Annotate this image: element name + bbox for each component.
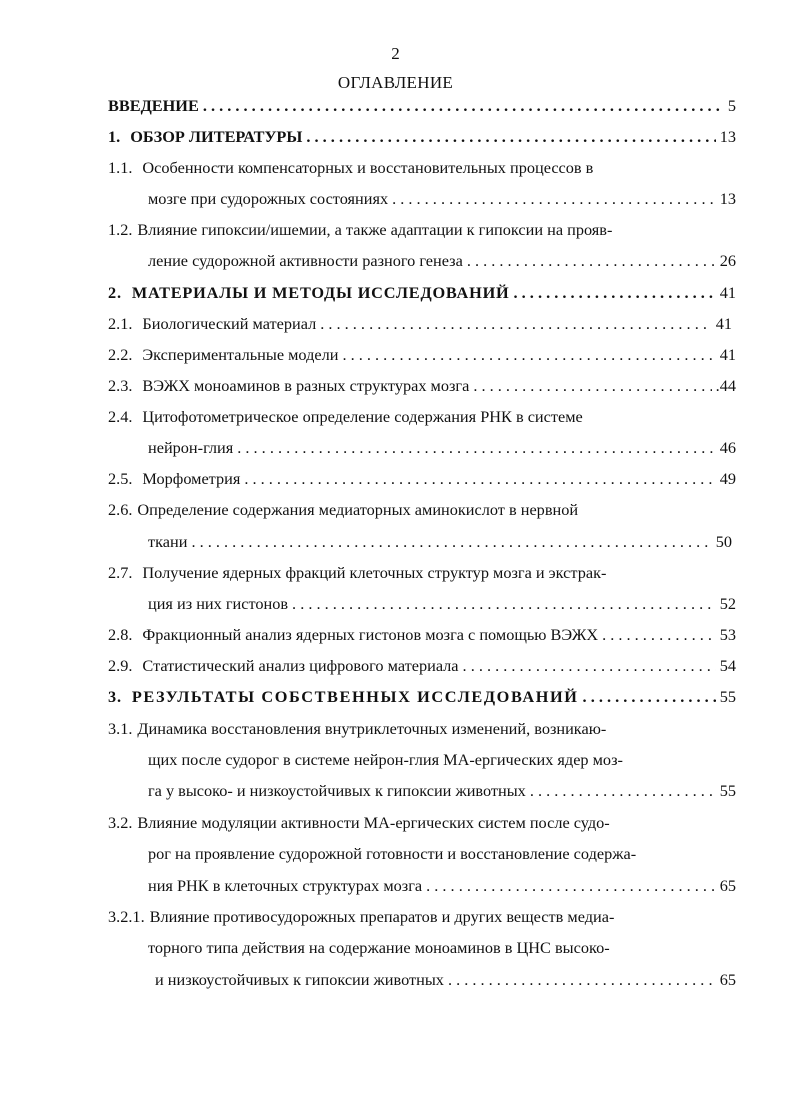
leader-dots	[237, 438, 715, 458]
leader-dots	[244, 469, 715, 489]
toc-entry-text: Динамика восстановления внутриклеточных изменений, возникаю-	[137, 719, 607, 738]
toc-entry-2-4-line2	[148, 438, 736, 458]
toc-page-number: 55	[719, 781, 736, 800]
toc-page-number: 26	[719, 251, 736, 270]
toc-entry-text: Экспериментальные модели	[142, 345, 339, 364]
toc-page-number: 54	[719, 656, 736, 675]
toc-entry-text: Влияние противосудорожных препаратов и других веществ медиа-	[149, 907, 615, 926]
toc-entry-3-2-line3	[148, 876, 736, 896]
leader-dots	[473, 376, 711, 396]
leader-dots	[191, 532, 711, 552]
toc-entry-2-8	[108, 625, 736, 645]
toc-entry-1-2-line1	[108, 220, 736, 240]
toc-entry-intro	[108, 96, 736, 116]
toc-page-number: 13	[719, 189, 736, 208]
leader-dots	[583, 687, 716, 707]
toc-page-number: 41	[715, 314, 732, 333]
toc-entry-text: ОБЗОР ЛИТЕРАТУРЫ	[130, 127, 303, 146]
toc-entry-number: 2.2.	[108, 345, 133, 364]
toc-entry-3-2-1-line3	[155, 970, 736, 990]
toc-entry-2-7-line2	[148, 594, 736, 614]
leader-dots	[306, 127, 715, 147]
toc-entry-text: и низкоустойчивых к гипоксии животных	[155, 970, 444, 989]
toc-entry-text: Получение ядерных фракций клеточных структур мозга и экстрак-	[142, 563, 607, 582]
toc-entry-3	[108, 687, 736, 707]
toc-entry-text: Влияние гипоксии/ишемии, а также адаптации к гипоксии на прояв-	[137, 220, 613, 239]
toc-entry-3-1-line2	[148, 750, 736, 770]
toc-page-number: 65	[719, 970, 736, 989]
toc-page-number: 13	[719, 127, 736, 146]
toc-entry-2	[108, 283, 736, 303]
toc-entry-2-6-line1	[108, 500, 736, 520]
toc-entry-text: Биологический материал	[142, 314, 317, 333]
leader-dots	[514, 283, 716, 303]
toc-entry-text: ВВЕДЕНИЕ	[108, 96, 199, 115]
toc-entry-1-2-line2	[148, 251, 736, 271]
toc-page-number: 41	[719, 345, 736, 364]
toc-entry-text: щих после судорог в системе нейрон-глия МА-ергических ядер моз-	[148, 750, 623, 769]
toc-entry-number: 1.2.	[108, 220, 133, 239]
toc-entry-text: ция из них гистонов	[148, 594, 289, 613]
toc-entry-3-2-1-line2	[148, 938, 736, 958]
toc-entry-3-2-1-line1	[108, 907, 736, 927]
toc-entry-number: 2.8.	[108, 625, 133, 644]
toc-entry-text: МАТЕРИАЛЫ И МЕТОДЫ ИССЛЕДОВАНИЙ	[131, 283, 510, 302]
toc-entry-text: ление судорожной активности разного генеза	[148, 251, 463, 270]
page-number: 2	[391, 44, 400, 63]
toc-page-number: 49	[719, 469, 736, 488]
leader-dots	[203, 96, 722, 116]
toc-page-number: 5	[727, 96, 736, 115]
leader-dots	[530, 781, 716, 801]
toc-entry-text: ния РНК в клеточных структурах мозга	[148, 876, 423, 895]
toc-page-number: 65	[719, 876, 736, 895]
toc-entry-2-3	[108, 376, 736, 396]
toc-entry-2-5	[108, 469, 736, 489]
toc-entry-2-2	[108, 345, 736, 365]
toc-entry-number: 1.	[108, 127, 121, 146]
leader-dots	[342, 345, 715, 365]
toc-entry-number: 3.2.	[108, 813, 133, 832]
toc-entry-text: Влияние модуляции активности МА-ергических систем после судо-	[137, 813, 610, 832]
toc-page-number: 53	[719, 625, 736, 644]
leader-dots	[292, 594, 716, 614]
toc-entry-1-1-line1	[108, 158, 736, 178]
toc-entry-number: 3.1.	[108, 719, 133, 738]
leader-dots	[467, 251, 716, 271]
toc-entry-text: Морфометрия	[142, 469, 241, 488]
toc-entry-number: 2.5.	[108, 469, 133, 488]
toc-entry-text: га у высоко- и низкоустойчивых к гипоксии животных	[148, 781, 526, 800]
toc-entry-3-1-line3	[148, 781, 736, 801]
toc-entry-3-1-line1	[108, 719, 736, 739]
toc-entry-number: 2.3.	[108, 376, 133, 395]
toc-entry-number: 2.4.	[108, 407, 133, 426]
toc-entry-3-2-line1	[108, 813, 736, 833]
toc-entry-2-9	[108, 656, 736, 676]
leader-dots	[320, 314, 712, 334]
toc-entry-1-1-line2	[148, 189, 736, 209]
toc-entry-text: ВЭЖХ моноаминов в разных структурах мозга	[142, 376, 470, 395]
toc-entry-2-1	[108, 314, 732, 334]
toc-entry-2-4-line1	[108, 407, 736, 427]
toc-entry-text: Особенности компенсаторных и восстановительных процессов в	[142, 158, 594, 177]
toc-entry-2-7-line1	[108, 563, 736, 583]
page-title: ОГЛАВЛЕНИЕ	[337, 73, 454, 92]
toc-entry-number: 2.	[108, 283, 122, 302]
toc-entry-number: 3.2.1.	[108, 907, 145, 926]
toc-entry-number: 2.7.	[108, 563, 133, 582]
leader-dots	[448, 970, 716, 990]
toc-entry-3-2-line2	[148, 844, 736, 864]
leader-dots	[463, 656, 716, 676]
toc-entry-number: 1.1.	[108, 158, 133, 177]
toc-entry-number: 2.1.	[108, 314, 133, 333]
toc-entry-text: РЕЗУЛЬТАТЫ СОБСТВЕННЫХ ИССЛЕДОВАНИЙ	[131, 687, 579, 706]
toc-page-number: .44	[715, 376, 736, 395]
toc-page-number: 46	[719, 438, 736, 457]
toc-entry-text: Определение содержания медиаторных аминокислот в нервной	[137, 500, 579, 519]
leader-dots	[426, 876, 716, 896]
toc-entry-number: 3.	[108, 687, 122, 706]
toc-entry-text: нейрон-глия	[148, 438, 234, 457]
toc-entry-text: Статистический анализ цифрового материала	[142, 656, 459, 675]
toc-entry-number: 2.9.	[108, 656, 133, 675]
leader-dots	[602, 625, 716, 645]
toc-entry-2-6-line2	[148, 532, 732, 552]
toc-page-number: 41	[719, 283, 736, 302]
toc-entry-number: 2.6.	[108, 500, 133, 519]
toc-page-number: 50	[715, 532, 732, 551]
toc-entry-text: мозге при судорожных состояниях	[148, 189, 389, 208]
toc-entry-1	[108, 127, 736, 147]
toc-entry-text: ткани	[148, 532, 188, 551]
toc-entry-text: торного типа действия на содержание моноаминов в ЦНС высоко-	[148, 938, 610, 957]
toc-entry-text: рог на проявление судорожной готовности и восстановление содержа-	[148, 844, 637, 863]
leader-dots	[392, 189, 716, 209]
toc-entry-text: Фракционный анализ ядерных гистонов мозга с помощью ВЭЖХ	[142, 625, 599, 644]
toc-page-number: 55	[719, 687, 736, 706]
toc-page-number: 52	[719, 594, 736, 613]
toc-entry-text: Цитофотометрическое определение содержания РНК в системе	[142, 407, 583, 426]
